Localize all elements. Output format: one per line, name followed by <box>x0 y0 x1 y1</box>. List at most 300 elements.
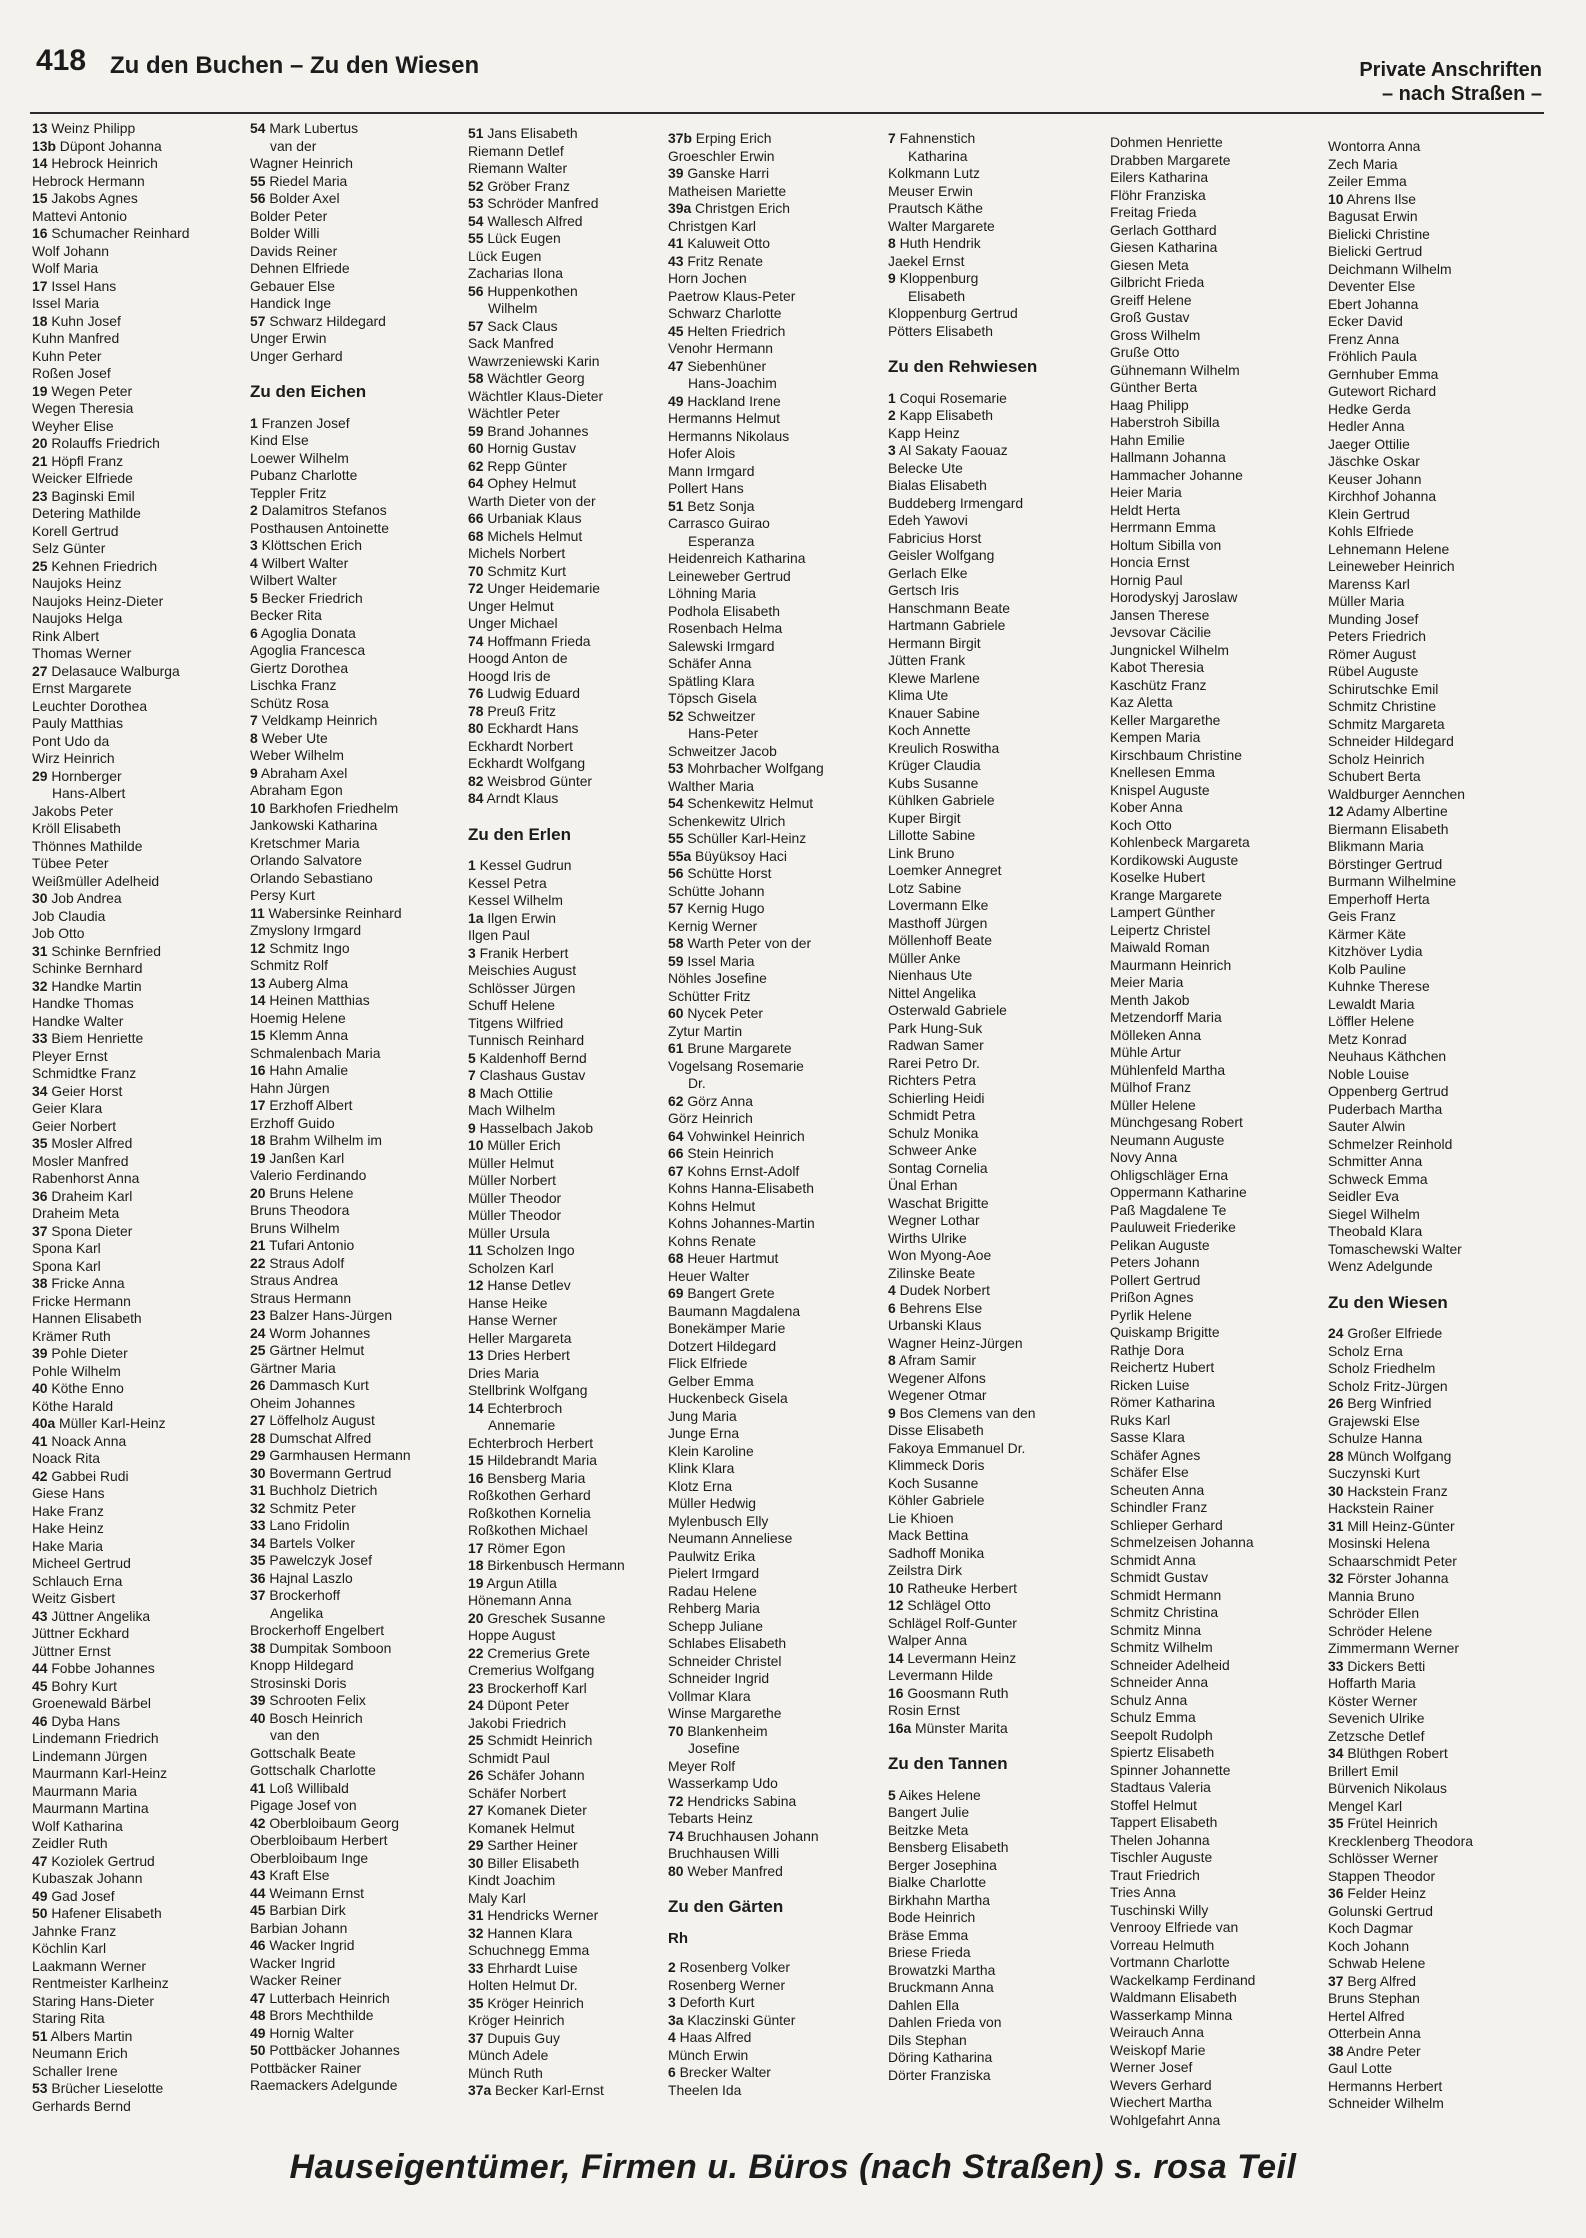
resident-entry <box>250 1780 456 1798</box>
resident-entry <box>250 1920 456 1938</box>
house-number: 78 <box>468 702 484 719</box>
resident-name: Maiwald Roman <box>1110 939 1210 955</box>
resident-name: Schuff Helene <box>468 997 556 1013</box>
resident-name: Walter Margarete <box>888 217 995 234</box>
resident-entry <box>468 405 674 423</box>
resident-entry <box>888 1002 1094 1020</box>
resident-name: Quiskamp Brigitte <box>1110 1324 1220 1340</box>
resident-entry <box>1110 502 1316 520</box>
resident-name: Schweer Anke <box>888 1142 977 1158</box>
resident-name: Tries Anna <box>1110 1884 1176 1900</box>
house-number: 25 <box>468 1732 484 1748</box>
resident-entry <box>888 582 1094 600</box>
house-number: 20 <box>468 1609 484 1626</box>
resident-entry <box>668 1390 874 1408</box>
resident-entry <box>1110 677 1316 695</box>
resident-name: Kröll Elisabeth <box>32 820 121 836</box>
resident-name: Jaeger Ottilie <box>1328 435 1410 452</box>
resident-name: Winse Margarethe <box>668 1705 782 1721</box>
resident-entry <box>468 1960 674 1978</box>
resident-entry <box>888 218 1094 236</box>
resident-name: Fröhlich Paula <box>1328 348 1417 364</box>
resident-entry <box>668 1303 874 1321</box>
resident-entry <box>32 715 238 733</box>
resident-name: Hoogd Anton de <box>468 650 568 666</box>
resident-entry <box>1110 1779 1316 1797</box>
resident-name: Ricken Luise <box>1110 1376 1190 1393</box>
house-number: 35 <box>32 1135 48 1151</box>
resident-name: Mosler Alfred <box>51 1135 133 1151</box>
resident-entry <box>32 2080 238 2098</box>
resident-entry <box>32 1870 238 1888</box>
resident-entry <box>468 1907 674 1925</box>
resident-name: Hake Heinz <box>32 1520 104 1536</box>
house-number: 34 <box>1328 1745 1344 1761</box>
house-number: 32 <box>32 977 48 994</box>
resident-entry <box>1328 996 1534 1014</box>
resident-name: Cremerius Wolfgang <box>468 1662 595 1678</box>
resident-entry <box>1110 2112 1316 2130</box>
street-heading: Zu den Tannen <box>888 1754 1008 1773</box>
resident-entry <box>32 1608 238 1626</box>
resident-entry <box>32 383 238 401</box>
resident-entry <box>468 1190 674 1208</box>
resident-name: Beitzke Meta <box>888 1821 969 1838</box>
resident-entry <box>250 1097 456 1115</box>
house-number: 45 <box>32 1677 48 1694</box>
resident-name: Kabot Theresia <box>1110 659 1204 675</box>
resident-entry <box>1328 2043 1534 2061</box>
resident-entry <box>250 677 456 695</box>
resident-entry <box>250 208 456 226</box>
resident-name: Deventer Else <box>1328 278 1416 294</box>
resident-entry <box>888 425 1094 443</box>
resident-name: Kohns Helmut <box>668 1197 756 1214</box>
resident-name: Grajewski Else <box>1328 1412 1420 1429</box>
resident-name: Bosch Heinrich <box>269 1709 363 1726</box>
house-number: 28 <box>1328 1447 1344 1464</box>
resident-name: Wegner Lothar <box>888 1212 980 1228</box>
resident-entry <box>1328 1500 1534 1518</box>
street-heading: Zu den Eichen <box>250 382 367 401</box>
resident-entry <box>250 730 456 748</box>
resident-name: Giesen Meta <box>1110 256 1189 273</box>
resident-name: Coqui Rosemarie <box>899 389 1007 406</box>
house-number: 15 <box>468 1452 484 1468</box>
resident-name: Siegel Wilhelm <box>1328 1205 1420 1222</box>
resident-entry <box>250 1010 456 1028</box>
resident-entry <box>668 1040 874 1058</box>
resident-name: Ernst Margarete <box>32 680 132 696</box>
resident-name: Kühlken Gabriele <box>888 792 995 808</box>
resident-name: Leineweber Heinrich <box>1328 558 1455 574</box>
resident-name: Albers Martin <box>50 2027 133 2044</box>
resident-entry <box>250 1675 456 1693</box>
resident-name: Hans-Peter <box>688 725 759 741</box>
resident-entry <box>32 785 238 803</box>
resident-name: Gruße Otto <box>1110 344 1180 360</box>
resident-name: Müller Maria <box>1328 593 1405 609</box>
resident-entry <box>250 1080 456 1098</box>
resident-name: Kröger Heinrich <box>487 1994 584 2011</box>
resident-name: Hartmann Gabriele <box>888 617 1006 633</box>
resident-name: Kempen Maria <box>1110 729 1201 745</box>
resident-entry <box>1110 1062 1316 1080</box>
resident-entry <box>668 1758 874 1776</box>
house-number: 84 <box>468 790 484 806</box>
resident-name: Handke Walter <box>32 1012 124 1029</box>
resident-name: Bensberg Maria <box>487 1469 586 1486</box>
resident-entry <box>250 870 456 888</box>
resident-name: Scheuten Anna <box>1110 1481 1205 1498</box>
house-number: 9 <box>888 1404 896 1421</box>
resident-entry <box>1110 1237 1316 1255</box>
resident-name: Kloppenburg <box>899 270 979 286</box>
resident-name: Pawelczyk Josef <box>269 1552 372 1568</box>
resident-name: Pollert Gertrud <box>1110 1271 1201 1288</box>
house-number: 67 <box>668 1162 684 1179</box>
resident-entry <box>32 243 238 261</box>
resident-name: Lewaldt Maria <box>1328 995 1415 1012</box>
house-number: 54 <box>250 120 266 136</box>
resident-name: Haberstroh Sibilla <box>1110 414 1220 430</box>
resident-name: Klöttschen Erich <box>261 537 362 553</box>
resident-entry <box>888 600 1094 618</box>
resident-name: Golunski Gertrud <box>1328 1902 1433 1919</box>
resident-entry <box>1110 1902 1316 1920</box>
resident-name: Schröder Ellen <box>1328 1605 1420 1621</box>
house-number: 31 <box>468 1907 484 1923</box>
resident-name: Vohwinkel Heinrich <box>687 1127 805 1144</box>
resident-name: Link Bruno <box>888 844 955 861</box>
resident-entry <box>1110 257 1316 275</box>
resident-entry <box>250 348 456 366</box>
resident-name: Seidler Eva <box>1328 1188 1400 1204</box>
house-number: 4 <box>668 2029 676 2045</box>
house-number: 30 <box>32 890 48 906</box>
column-3 <box>468 125 674 2100</box>
resident-name: Flick Elfriede <box>668 1355 748 1371</box>
resident-name: Bruns Stephan <box>1328 1990 1420 2006</box>
resident-entry <box>250 1220 456 1238</box>
house-number: 58 <box>468 370 484 386</box>
resident-entry <box>668 1653 874 1671</box>
resident-entry <box>888 1632 1094 1650</box>
resident-entry <box>250 415 456 433</box>
resident-name: Schinke Bernfried <box>51 942 161 959</box>
resident-name: Hoffmann Frieda <box>487 632 591 649</box>
resident-name: Zeiler Emma <box>1328 173 1407 189</box>
resident-entry <box>668 1285 874 1303</box>
resident-entry <box>668 813 874 831</box>
resident-name: Wilhelm <box>488 300 538 316</box>
resident-name: Carrasco Guirao <box>668 515 770 531</box>
resident-entry <box>888 323 1094 341</box>
resident-entry <box>250 1360 456 1378</box>
resident-name: Balzer Hans-Jürgen <box>269 1307 393 1323</box>
resident-entry <box>1328 1658 1534 1676</box>
resident-entry <box>250 1797 456 1815</box>
resident-entry <box>32 505 238 523</box>
resident-entry <box>32 1275 238 1293</box>
house-number: 56 <box>468 282 484 299</box>
resident-entry <box>1328 278 1534 296</box>
resident-entry <box>888 1335 1094 1353</box>
resident-name: Handke Martin <box>51 977 142 994</box>
resident-name: Pigage Josef von <box>250 1797 357 1813</box>
resident-name: Edeh Yawovi <box>888 512 968 528</box>
resident-name: Honcia Ernst <box>1110 554 1190 570</box>
resident-entry <box>668 1268 874 1286</box>
resident-name: Orlando Salvatore <box>250 852 362 868</box>
resident-name: Reichertz Hubert <box>1110 1359 1215 1375</box>
house-number: 54 <box>668 795 684 811</box>
resident-entry <box>888 1020 1094 1038</box>
resident-name: Müller Helene <box>1110 1096 1196 1113</box>
resident-name: Rink Albert <box>32 627 100 644</box>
resident-entry <box>468 1732 674 1750</box>
resident-name: Fricke Anna <box>51 1275 125 1291</box>
resident-name: Hoppe August <box>468 1627 556 1643</box>
resident-entry <box>250 660 456 678</box>
resident-name: Klein Karoline <box>668 1442 754 1459</box>
resident-entry <box>32 348 238 366</box>
resident-name: Mohrbacher Wolfgang <box>687 760 824 776</box>
column-5 <box>888 130 1094 2084</box>
resident-name: Zech Maria <box>1328 155 1398 172</box>
resident-entry <box>250 485 456 503</box>
resident-entry <box>1328 1083 1534 1101</box>
resident-entry <box>468 1032 674 1050</box>
resident-entry <box>250 992 456 1010</box>
resident-name: Goosmann Ruth <box>907 1684 1009 1701</box>
resident-entry <box>1328 1101 1534 1119</box>
resident-name: Emperhoff Herta <box>1328 890 1430 907</box>
resident-entry <box>32 1468 238 1486</box>
resident-name: Venohr Hermann <box>668 340 774 356</box>
resident-name: Vogelsang Rosemarie <box>668 1057 804 1074</box>
resident-name: Draheim Meta <box>32 1205 120 1221</box>
resident-entry <box>1328 1938 1534 1956</box>
resident-name: Schulz Emma <box>1110 1709 1196 1725</box>
resident-name: Gutewort Richard <box>1328 383 1437 399</box>
resident-name: Hallmann Johanna <box>1110 449 1226 465</box>
resident-entry <box>32 155 238 173</box>
resident-name: Münch Erwin <box>668 2046 749 2063</box>
resident-entry <box>1110 1464 1316 1482</box>
resident-name: Hanse Heike <box>468 1294 548 1311</box>
house-number: 1 <box>250 414 258 431</box>
resident-name: Weitz Gisbert <box>32 1590 116 1606</box>
resident-entry <box>1110 1254 1316 1272</box>
resident-name: Römer August <box>1328 645 1417 662</box>
resident-name: Leineweber Gertrud <box>668 567 791 584</box>
resident-entry <box>668 918 874 936</box>
house-number: 26 <box>468 1767 484 1783</box>
resident-entry <box>1110 1114 1316 1132</box>
resident-entry <box>1328 926 1534 944</box>
resident-entry <box>1110 239 1316 257</box>
resident-entry <box>668 1198 874 1216</box>
resident-name: Hornig Paul <box>1110 571 1183 588</box>
resident-name: Kohns Johannes-Martin <box>668 1215 815 1231</box>
resident-name: Maurmann Maria <box>32 1782 137 1799</box>
resident-name: Wirths Ulrike <box>888 1229 967 1246</box>
resident-entry <box>468 1050 674 1068</box>
resident-name: Laakmann Werner <box>32 1957 147 1974</box>
resident-name: Mosler Manfred <box>32 1152 129 1169</box>
resident-name: Gärtner Helmut <box>269 1342 365 1358</box>
resident-entry <box>888 1387 1094 1405</box>
resident-name: Dries Maria <box>468 1364 540 1381</box>
resident-name: Greschek Susanne <box>487 1609 606 1626</box>
resident-name: Riedel Maria <box>269 172 348 189</box>
resident-entry <box>888 1440 1094 1458</box>
resident-name: Barbian Johann <box>250 1919 348 1936</box>
resident-entry <box>250 313 456 331</box>
resident-name: Fobbe Johannes <box>51 1660 155 1676</box>
resident-entry <box>668 1670 874 1688</box>
resident-name: Traut Friedrich <box>1110 1866 1200 1883</box>
resident-entry <box>32 2045 238 2063</box>
resident-entry <box>32 1695 238 1713</box>
resident-name: Fritz Renate <box>687 252 763 269</box>
resident-entry <box>250 1272 456 1290</box>
resident-name: Gertsch Iris <box>888 582 960 598</box>
resident-name: Roßkothen Kornelia <box>468 1504 591 1521</box>
resident-entry <box>32 960 238 978</box>
resident-entry <box>1328 366 1534 384</box>
resident-name: Kohns Ernst-Adolf <box>687 1162 800 1179</box>
resident-name: Kind Else <box>250 432 309 448</box>
resident-name: Schäfer Else <box>1110 1464 1189 1480</box>
resident-entry <box>32 1520 238 1538</box>
resident-entry <box>32 1503 238 1521</box>
resident-name: Kapp Heinz <box>888 424 960 441</box>
resident-entry <box>468 1435 674 1453</box>
resident-entry <box>468 875 674 893</box>
resident-name: Kapp Elisabeth <box>899 407 994 423</box>
resident-entry <box>668 970 874 988</box>
resident-entry <box>668 2029 874 2047</box>
resident-entry <box>1110 747 1316 765</box>
resident-entry <box>32 1888 238 1906</box>
resident-entry <box>250 642 456 660</box>
house-number: 29 <box>250 1447 266 1463</box>
resident-entry <box>888 288 1094 306</box>
resident-entry <box>668 1460 874 1478</box>
resident-entry <box>468 980 674 998</box>
house-number: 82 <box>468 772 484 789</box>
resident-entry <box>888 670 1094 688</box>
resident-name: Lano Fridolin <box>269 1517 350 1533</box>
resident-name: Brücher Lieselotte <box>51 2080 164 2096</box>
resident-name: Koch Annette <box>888 722 971 738</box>
resident-name: Sevenich Ulrike <box>1328 1710 1425 1726</box>
resident-entry <box>32 260 238 278</box>
house-number: 53 <box>668 760 684 776</box>
resident-entry <box>1328 1833 1534 1851</box>
resident-entry <box>1110 1482 1316 1500</box>
resident-entry <box>468 2047 674 2065</box>
resident-entry <box>1110 852 1316 870</box>
resident-entry <box>32 1310 238 1328</box>
resident-entry <box>888 1839 1094 1857</box>
house-number: 46 <box>32 1712 48 1729</box>
resident-entry <box>1328 1518 1534 1536</box>
resident-entry <box>1328 1360 1534 1378</box>
resident-name: Schenkewitz Helmut <box>687 795 814 811</box>
resident-name: Wabersinke Reinhard <box>268 904 402 921</box>
resident-name: Wacker Reiner <box>250 1972 342 1988</box>
resident-entry <box>1328 1623 1534 1641</box>
resident-entry <box>888 652 1094 670</box>
resident-entry <box>668 1425 874 1443</box>
resident-name: Kehnen Friedrich <box>51 557 158 574</box>
house-number: 47 <box>32 1852 48 1869</box>
resident-entry <box>1328 1570 1534 1588</box>
resident-entry <box>250 940 456 958</box>
house-number: 51 <box>32 2027 48 2044</box>
resident-name: Won Myong-Aoe <box>888 1247 992 1263</box>
resident-entry <box>1110 1814 1316 1832</box>
resident-entry <box>1328 418 1534 436</box>
resident-entry <box>1110 817 1316 835</box>
resident-name: Wolf Johann <box>32 242 109 259</box>
resident-entry <box>32 470 238 488</box>
resident-entry <box>250 1990 456 2008</box>
resident-entry <box>32 978 238 996</box>
resident-entry <box>250 1325 456 1343</box>
resident-name: Erzhoff Albert <box>269 1097 353 1113</box>
resident-entry <box>668 218 874 236</box>
resident-name: Geis Franz <box>1328 908 1396 924</box>
resident-entry <box>1328 873 1534 891</box>
resident-entry <box>32 733 238 751</box>
resident-name: Horn Jochen <box>668 270 747 286</box>
house-number: 1a <box>468 909 484 926</box>
resident-entry <box>668 1373 874 1391</box>
directory-columns <box>0 120 1586 2128</box>
resident-entry <box>1110 1307 1316 1325</box>
house-number: 41 <box>250 1779 266 1796</box>
resident-entry <box>888 270 1094 288</box>
house-number: 47 <box>668 357 684 374</box>
resident-name: Michels Helmut <box>487 527 583 544</box>
house-number: 16 <box>468 1469 484 1486</box>
resident-name: Pauly Matthias <box>32 715 124 731</box>
resident-name: Fricke Hermann <box>32 1292 131 1309</box>
resident-name: Rosenbach Helma <box>668 620 783 636</box>
resident-entry <box>468 1207 674 1225</box>
resident-name: Micheel Gertrud <box>32 1555 131 1571</box>
resident-name: Lindemann Jürgen <box>32 1747 148 1764</box>
resident-entry <box>1328 1241 1534 1259</box>
resident-entry <box>32 1993 238 2011</box>
resident-entry <box>32 943 238 961</box>
resident-entry <box>468 178 674 196</box>
resident-name: Schweck Emma <box>1328 1170 1428 1187</box>
resident-name: Münster Marita <box>915 1719 1008 1736</box>
resident-name: Straus Adolf <box>269 1254 345 1271</box>
resident-name: Dahlen Frieda von <box>888 2014 1002 2030</box>
resident-name: Schinke Bernhard <box>32 960 143 976</box>
resident-name: Jankowski Katharina <box>250 817 378 833</box>
resident-entry <box>1328 1430 1534 1448</box>
resident-entry <box>888 2014 1094 2032</box>
resident-entry <box>250 747 456 765</box>
resident-entry <box>250 1692 456 1710</box>
